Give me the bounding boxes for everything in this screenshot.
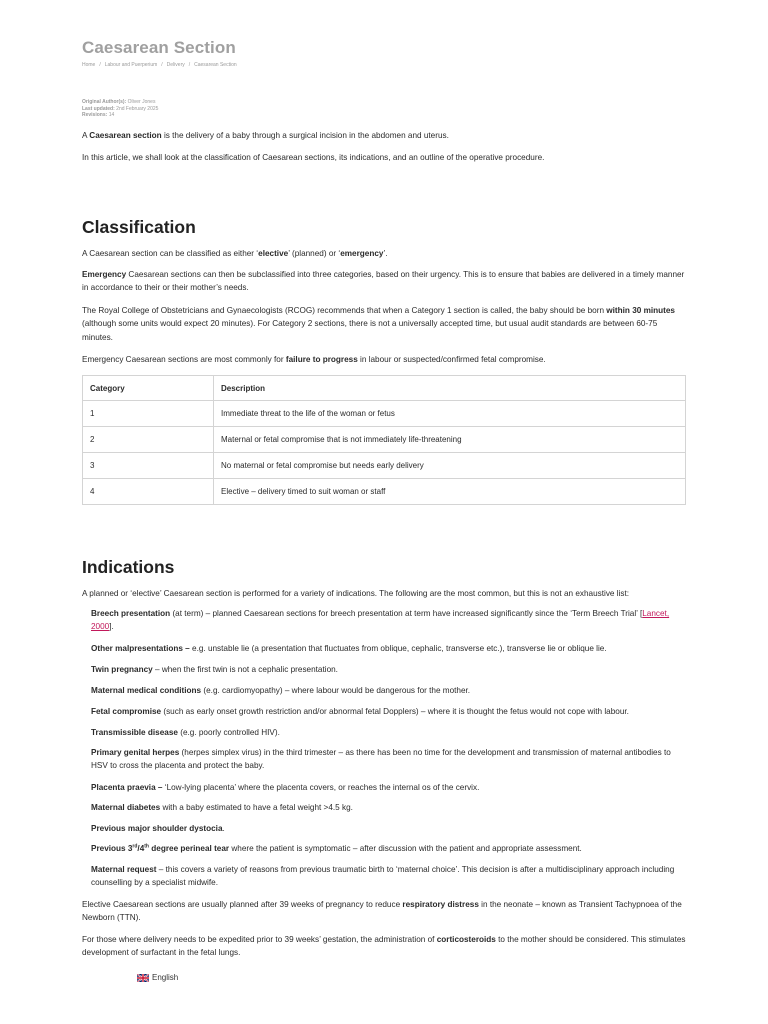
list-item: Primary genital herpes (herpes simplex virus) in the third trimester – as there has been no time for the development and transmission of maternal antibodies to HSV to cross the placenta and protect the baby. [91, 748, 671, 771]
list-item: Placenta praevia – ‘Low-lying placenta’ where the placenta covers, or reaches the internal os of the cervix. [91, 783, 480, 792]
breadcrumb-separator: / [99, 62, 101, 68]
language-selector[interactable] [137, 973, 178, 982]
table-row [83, 453, 686, 479]
table-row [83, 427, 686, 453]
classification-paragraph-1: A Caesarean section can be classified as either ‘elective’ (planned) or ‘emergency’. [82, 249, 388, 258]
breadcrumb-separator: / [188, 62, 191, 68]
breadcrumb-home[interactable]: Home [82, 62, 96, 68]
uk-flag-icon [137, 974, 149, 982]
list-item: Maternal diabetes with a baby estimated to have a fetal weight >4.5 kg. [91, 803, 353, 812]
table-row [83, 479, 686, 505]
list-item: Other malpresentations – e.g. unstable lie (a presentation that fluctuates from oblique, cephalic, transverse etc.), transverse lie or oblique lie. [91, 644, 607, 653]
table-header-row [83, 376, 686, 401]
indications-paragraph-after-2: For those where delivery needs to be expedited prior to 39 weeks’ gestation, the administration of corticosteroids to the mother should be considered. This stimulates development of surfactant in the fetal lungs. [82, 935, 686, 958]
breadcrumb-delivery[interactable]: Delivery [166, 62, 185, 68]
breadcrumb-labour[interactable]: Labour and Puerperium [104, 62, 158, 68]
list-item: Previous major shoulder dystocia. [91, 824, 225, 833]
list-item: Fetal compromise (such as early onset growth restriction and/or abnormal fetal Dopplers) – where it is thought the fetus would not cope with labour. [91, 707, 629, 716]
intro-paragraph-1: A Caesarean section is the delivery of a baby through a surgical incision in the abdomen and uterus. [82, 131, 449, 140]
intro-paragraph-2: In this article, we shall look at the classification of Caesarean sections, its indications, and an outline of the operative procedure. [82, 153, 545, 162]
indications-intro: A planned or ‘elective’ Caesarean section is performed for a variety of indications. The following are the most common, but this is not an exhaustive list: [82, 589, 630, 598]
list-item: Maternal medical conditions (e.g. cardiomyopathy) – where labour would be dangerous for the mother. [91, 686, 471, 695]
list-item: Twin pregnancy – when the first twin is not a cephalic presentation. [91, 665, 338, 674]
table-cell-description: Maternal or fetal compromise that is not immediately life-threatening [214, 427, 686, 453]
language-label: English [152, 973, 179, 982]
author-name[interactable]: Oliver Jones [127, 99, 156, 105]
updated-label: Last updated: [82, 105, 115, 112]
author-label: Original Author(s): [82, 99, 127, 105]
table-cell-description: Elective – delivery timed to suit woman or staff [214, 479, 686, 505]
revisions-label: Revisions: [82, 112, 108, 118]
table-cell-category: 1 [83, 401, 214, 427]
page-title: Caesarean Section [82, 38, 236, 57]
table-cell-category: 4 [83, 479, 214, 505]
indications-paragraph-after-1: Elective Caesarean sections are usually planned after 39 weeks of pregnancy to reduce respiratory distress in the neonate – known as Transient Tachypnoea of the Newborn (TTN). [82, 900, 682, 923]
list-item: Maternal request – this covers a variety of reasons from previous traumatic birth to ‘maternal choice’. This decision is after a multidisciplinary approach including counselling by a specialist midwife. [91, 865, 675, 888]
heading-indications: Indications [82, 557, 175, 577]
table-cell-category: 2 [83, 427, 214, 453]
classification-paragraph-2: Emergency Caesarean sections can then be subclassified into three categories, based on their urgency. This is to ensure that babies are delivered in a timely manner in accordance to their or their mother’s needs. [82, 270, 685, 293]
list-item: Transmissible disease (e.g. poorly controlled HIV). [91, 728, 280, 737]
breadcrumb-separator: / [161, 62, 163, 68]
revisions-count: 14 [108, 112, 115, 118]
table-header-category: Category [83, 376, 214, 401]
lancet-reference-link[interactable]: Lancet, 2000 [91, 609, 670, 632]
updated-date: 2nd February 2025 [116, 105, 159, 112]
table-cell-description: Immediate threat to the life of the woman or fetus [214, 401, 686, 427]
list-item: Previous 3rd/4th degree perineal tear where the patient is symptomatic – after discussion with the patient and appropriate assessment. [91, 843, 582, 853]
classification-paragraph-3: The Royal College of Obstetricians and Gynaecologists (RCOG) recommends that when a Category 1 section is called, the baby should be born within 30 minutes (although some units would expect 20 minutes). For Category 2 sections, there is not a universally accepted time, but usual audit standards are between 60-75 minutes. [82, 306, 675, 342]
list-item: Breech presentation (at term) – planned Caesarean sections for breech presentation at term have increased significantly since the ‘Term Breech Trial’ [Lancet, 2000]. [91, 609, 670, 632]
table-row [83, 401, 686, 427]
article-meta [82, 99, 158, 119]
heading-classification: Classification [82, 217, 196, 237]
table-cell-category: 3 [83, 453, 214, 479]
classification-paragraph-4: Emergency Caesarean sections are most commonly for failure to progress in labour or suspected/confirmed fetal compromise. [82, 355, 546, 364]
table-cell-description: No maternal or fetal compromise but needs early delivery [214, 453, 686, 479]
breadcrumb-current: Caesarean Section [194, 62, 237, 68]
breadcrumb [82, 62, 237, 68]
table-header-description: Description [214, 376, 686, 401]
category-table [82, 375, 686, 505]
